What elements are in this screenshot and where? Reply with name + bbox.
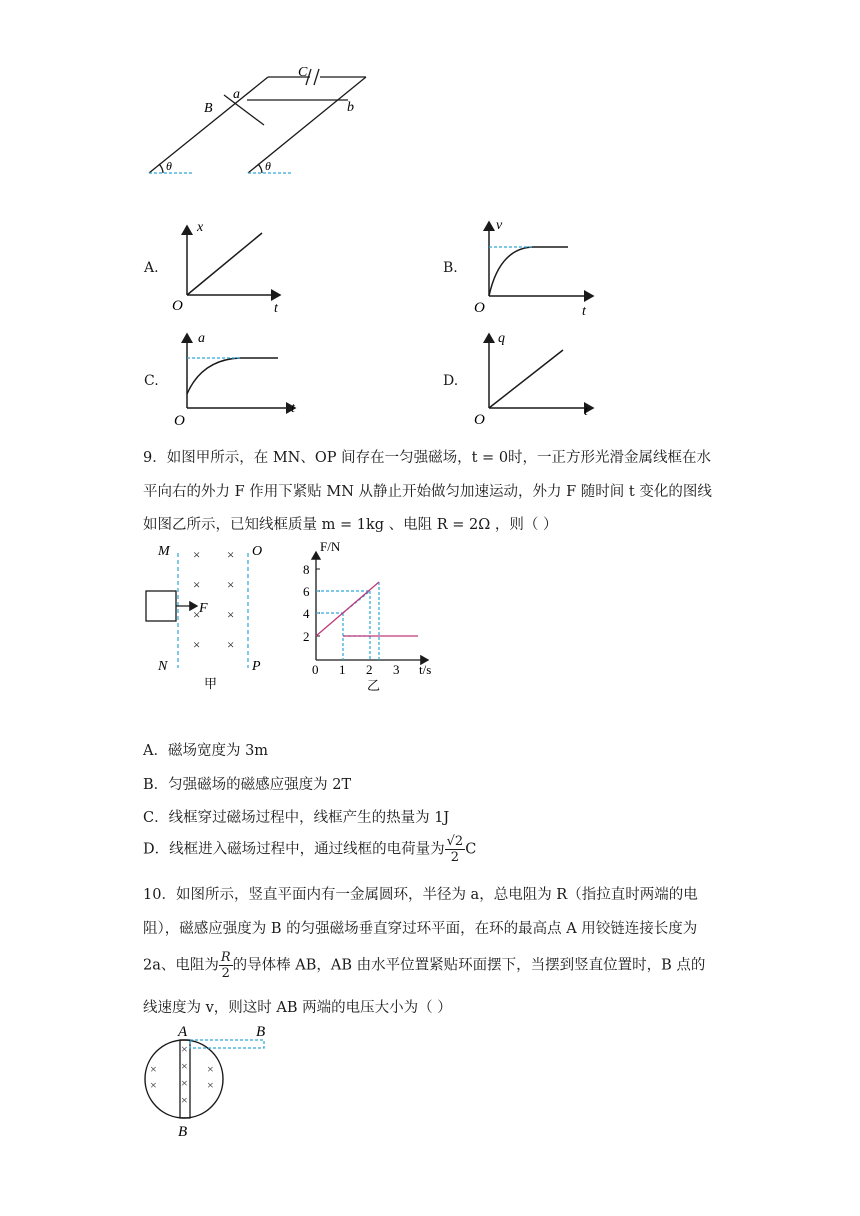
q9-option-a: A．磁场宽度为 3m bbox=[143, 743, 269, 759]
x-tick: 2 bbox=[366, 662, 373, 677]
theta-label-1: θ bbox=[166, 159, 172, 173]
svg-text:×: × bbox=[227, 547, 235, 562]
q9-option-b: B．匀强磁场的磁感应强度为 2T bbox=[143, 777, 352, 793]
svg-text:×: × bbox=[181, 1042, 188, 1056]
y-tick: 2 bbox=[303, 629, 310, 644]
point-b-bottom-label: B bbox=[178, 1124, 188, 1140]
axis-v-label: v bbox=[496, 218, 503, 233]
x-axis-label: t/s bbox=[419, 662, 432, 677]
option-a-letter: A. bbox=[144, 260, 159, 276]
fig-yi bbox=[298, 538, 448, 698]
option-d-text: D．线框进入磁场过程中，通过线框的电荷量为 bbox=[143, 841, 445, 858]
fraction: $\frac{R}{2}$ bbox=[220, 950, 231, 981]
x-tick: 3 bbox=[393, 662, 400, 677]
force-f-label: F bbox=[199, 601, 208, 616]
svg-text:×: × bbox=[193, 577, 201, 592]
svg-text:×: × bbox=[181, 1076, 188, 1090]
option-d-letter: D. bbox=[443, 373, 459, 389]
axis-t-label: t bbox=[584, 404, 588, 419]
point-a-label: A bbox=[178, 1024, 188, 1040]
label-p: P bbox=[252, 659, 261, 674]
q10-line-2: 阻），磁感应强度为 B 的匀强磁场垂直穿过环平面，在环的最高点 A 用铰链连接长度为 bbox=[143, 921, 698, 937]
q10-line-4: 线速度为 v，则这时 AB 两端的电压大小为（ ） bbox=[143, 1000, 452, 1016]
axis-q-label: q bbox=[498, 331, 505, 346]
q10-line-1: 10．如图所示，竖直平面内有一金属圆环，半径为 a，总电阻为 R（指拉直时两端的电 bbox=[143, 887, 698, 903]
option-c-graph bbox=[170, 326, 300, 430]
field-b-label: B bbox=[204, 101, 213, 116]
x-tick: 1 bbox=[339, 662, 346, 677]
label-o: O bbox=[252, 544, 263, 559]
svg-text:×: × bbox=[181, 1059, 188, 1073]
svg-text:×: × bbox=[207, 1078, 214, 1092]
q9-line-3: 如图乙所示，已知线框质量 m = 1kg 、电阻 R = 2Ω ，则（ ） bbox=[143, 517, 558, 533]
theta-label-2: θ bbox=[265, 159, 271, 173]
origin-label: O bbox=[172, 298, 183, 314]
option-d-graph bbox=[470, 326, 600, 430]
svg-text:×: × bbox=[193, 547, 201, 562]
force-curve bbox=[316, 582, 418, 636]
axis-t-label: t bbox=[274, 301, 278, 316]
field-crosses bbox=[150, 1042, 214, 1107]
svg-text:×: × bbox=[181, 1093, 188, 1107]
svg-text:×: × bbox=[227, 577, 235, 592]
q9-line-2: 平向右的外力 F 作用下紧贴 MN 从静止开始做匀加速运动，外力 F 随时间 t 变化的图线 bbox=[143, 484, 712, 500]
y-tick: 8 bbox=[303, 562, 310, 577]
axis-t-label: t bbox=[582, 304, 586, 318]
option-c-letter: C. bbox=[144, 373, 159, 389]
axis-x-label: x bbox=[197, 220, 204, 235]
caption-yi: 乙 bbox=[367, 678, 381, 693]
unit: C bbox=[465, 841, 477, 858]
origin-label: O bbox=[174, 413, 185, 429]
q9-option-d bbox=[143, 834, 476, 865]
origin-label: O bbox=[474, 300, 485, 316]
fraction: $\frac{√2}{2}$ bbox=[446, 834, 464, 865]
y-tick: 4 bbox=[303, 606, 310, 621]
option-b-graph bbox=[470, 214, 600, 318]
point-b-label: b bbox=[347, 100, 354, 115]
x-tick: 0 bbox=[312, 662, 319, 677]
capacitor-label: C bbox=[298, 65, 308, 80]
y-axis-label: F/N bbox=[320, 539, 341, 554]
rails-capacitor-figure bbox=[140, 62, 380, 180]
option-a-graph bbox=[170, 218, 290, 318]
axis-a-label: a bbox=[198, 331, 205, 346]
q10-line-3: 2a、电阻为 $\frac{R}{2}$ 的导体棒 AB，AB 由水平位置紧贴环面摆下，当摆到竖直位置时，B 点的 bbox=[143, 950, 706, 981]
svg-text:×: × bbox=[207, 1062, 214, 1076]
svg-text:×: × bbox=[193, 607, 201, 622]
label-n: N bbox=[158, 659, 168, 674]
origin-label: O bbox=[474, 412, 485, 428]
fig-jia bbox=[140, 538, 280, 698]
ring-figure bbox=[138, 1018, 278, 1142]
q9-line-1: 9．如图甲所示，在 MN、OP 间存在一匀强磁场，t = 0时，一正方形光滑金属线框在水 bbox=[143, 450, 712, 466]
y-tick: 6 bbox=[303, 584, 310, 599]
svg-text:×: × bbox=[150, 1062, 157, 1076]
axis-t-label: t bbox=[291, 401, 295, 416]
field-crosses bbox=[193, 547, 234, 652]
caption-jia: 甲 bbox=[204, 676, 218, 691]
point-a-label: a bbox=[233, 87, 240, 102]
q9-option-c: C．线框穿过磁场过程中，线框产生的热量为 1J bbox=[143, 810, 450, 826]
square-frame bbox=[146, 591, 176, 621]
svg-text:×: × bbox=[150, 1078, 157, 1092]
point-b-top-label: B bbox=[256, 1024, 266, 1040]
svg-text:×: × bbox=[227, 637, 235, 652]
option-b-letter: B. bbox=[443, 260, 458, 276]
svg-text:×: × bbox=[227, 607, 235, 622]
label-m: M bbox=[158, 544, 170, 559]
svg-text:×: × bbox=[193, 637, 201, 652]
